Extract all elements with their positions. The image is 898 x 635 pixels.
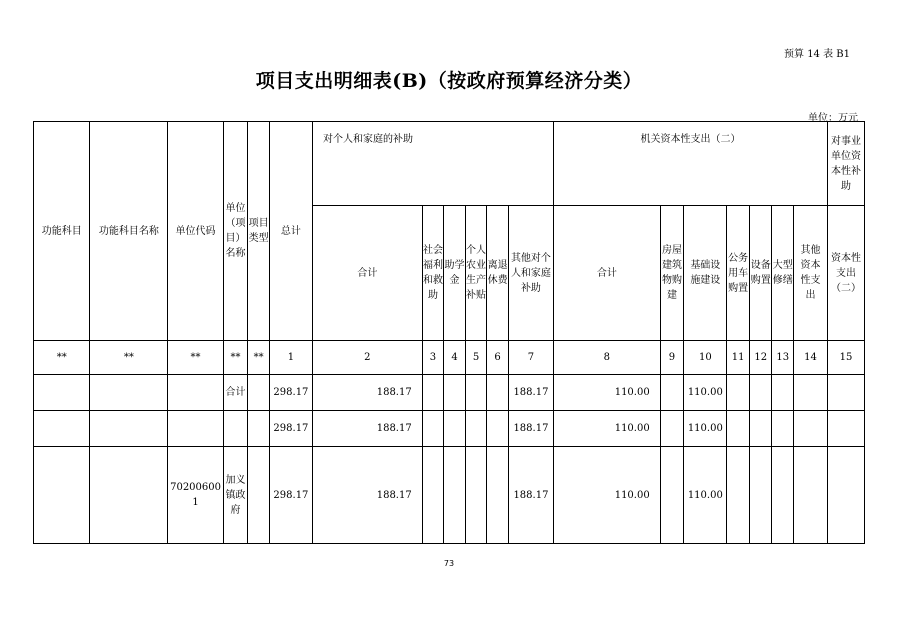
index-cell: ** [168,341,223,375]
index-cell: 5 [465,341,487,375]
cell-func-name [90,447,168,544]
header-infrastructure: 基础设施建设 [684,206,727,341]
cell-vehicle [727,447,750,544]
cell-capital-total: 110.00 [554,447,661,544]
cell-other-capital [794,411,828,447]
header-retirement: 离退休费 [487,206,509,341]
cell-repair [772,447,794,544]
cell-building [660,375,684,411]
header-func-code: 功能科目 [34,122,90,341]
header-item-type: 项目类型 [248,122,270,341]
cell-vehicle [727,411,750,447]
header-other-capital: 其他资本性支出 [794,206,828,341]
cell-func-name [90,375,168,411]
header-other-personal: 其他对个人和家庭补助 [508,206,553,341]
cell-personal-total: 188.17 [312,375,422,411]
cell-retire [487,375,509,411]
cell-total: 298.17 [269,411,312,447]
cell-unit-name [223,411,248,447]
header-subsidy-group: 对事业单位资本性补助 [827,122,864,206]
cell-func-code [34,447,90,544]
header-func-name: 功能科目名称 [90,122,168,341]
cell-infra: 110.00 [684,447,727,544]
cell-personal-total: 188.17 [312,447,422,544]
cell-personal-total: 188.17 [312,411,422,447]
cell-unit-name: 合计 [223,375,248,411]
header-building: 房屋建筑物购建 [660,206,684,341]
cell-unit-name: 加义镇政府 [223,447,248,544]
cell-item-type [248,447,270,544]
index-cell: ** [34,341,90,375]
cell-retire [487,447,509,544]
index-cell: 1 [269,341,312,375]
header-repair: 大型修缮 [772,206,794,341]
cell-repair [772,375,794,411]
index-cell: 12 [749,341,772,375]
header-personal-total: 合计 [312,206,422,341]
cell-total: 298.17 [269,375,312,411]
cell-capital-total: 110.00 [554,411,661,447]
cell-func-code [34,411,90,447]
cell-capital-total: 110.00 [554,375,661,411]
cell-equipment [749,411,772,447]
cell-item-type [248,411,270,447]
header-vehicle: 公务用车购置 [727,206,750,341]
cell-other-personal: 188.17 [508,375,553,411]
cell-farm [465,375,487,411]
cell-subsidy-capital [827,447,864,544]
cell-building [660,411,684,447]
cell-repair [772,411,794,447]
cell-other-personal: 188.17 [508,411,553,447]
cell-item-type [248,375,270,411]
cell-other-personal: 188.17 [508,447,553,544]
header-welfare: 社会福利和救助 [422,206,444,341]
index-cell: ** [223,341,248,375]
cell-welfare [422,375,444,411]
header-unit-name: 单位（项目）名称 [223,122,248,341]
cell-other-capital [794,375,828,411]
cell-equipment [749,447,772,544]
cell-func-code [34,375,90,411]
cell-farm [465,411,487,447]
header-total: 总计 [269,122,312,341]
index-cell: 9 [660,341,684,375]
index-row [34,341,865,375]
cell-total: 298.17 [269,447,312,544]
cell-unit-code [168,375,223,411]
header-capital-group: 机关资本性支出（二） [554,122,828,206]
project-expenditure-table [33,121,865,544]
index-cell: 4 [444,341,466,375]
cell-welfare [422,411,444,447]
index-cell: 8 [554,341,661,375]
unit-label: 单位：万元 [808,113,858,124]
cell-scholarship [444,375,466,411]
cell-unit-code [168,411,223,447]
cell-vehicle [727,375,750,411]
index-cell: 10 [684,341,727,375]
cell-building [660,447,684,544]
index-cell: 6 [487,341,509,375]
cell-farm [465,447,487,544]
cell-subsidy-capital [827,375,864,411]
index-cell: 14 [794,341,828,375]
cell-func-name [90,411,168,447]
header-subsidy-capital: 资本性支出（二） [827,206,864,341]
cell-scholarship [444,411,466,447]
cell-equipment [749,375,772,411]
cell-subsidy-capital [827,411,864,447]
index-cell: ** [90,341,168,375]
index-cell: 3 [422,341,444,375]
table-row [34,375,865,411]
table-row [34,447,865,544]
cell-welfare [422,447,444,544]
index-cell: 7 [508,341,553,375]
table-row [34,411,865,447]
header-equipment: 设备购置 [749,206,772,341]
cell-unit-code: 702006001 [168,447,223,544]
index-cell: ** [248,341,270,375]
cell-infra: 110.00 [684,375,727,411]
header-unit-code: 单位代码 [168,122,223,341]
index-cell: 11 [727,341,750,375]
index-cell: 13 [772,341,794,375]
cell-other-capital [794,447,828,544]
cell-infra: 110.00 [684,411,727,447]
header-farm-subsidy: 个人农业生产补贴 [465,206,487,341]
header-personal-group: 对个人和家庭的补助 [312,122,553,206]
header-capital-total: 合计 [554,206,661,341]
cell-scholarship [444,447,466,544]
index-cell: 2 [312,341,422,375]
index-cell: 15 [827,341,864,375]
page-title: 项目支出明细表(B)（按政府预算经济分类） [255,70,643,92]
form-tag: 预算 14 表 B1 [784,49,850,60]
header-scholarship: 助学金 [444,206,466,341]
cell-retire [487,411,509,447]
page-number: 73 [443,559,455,568]
